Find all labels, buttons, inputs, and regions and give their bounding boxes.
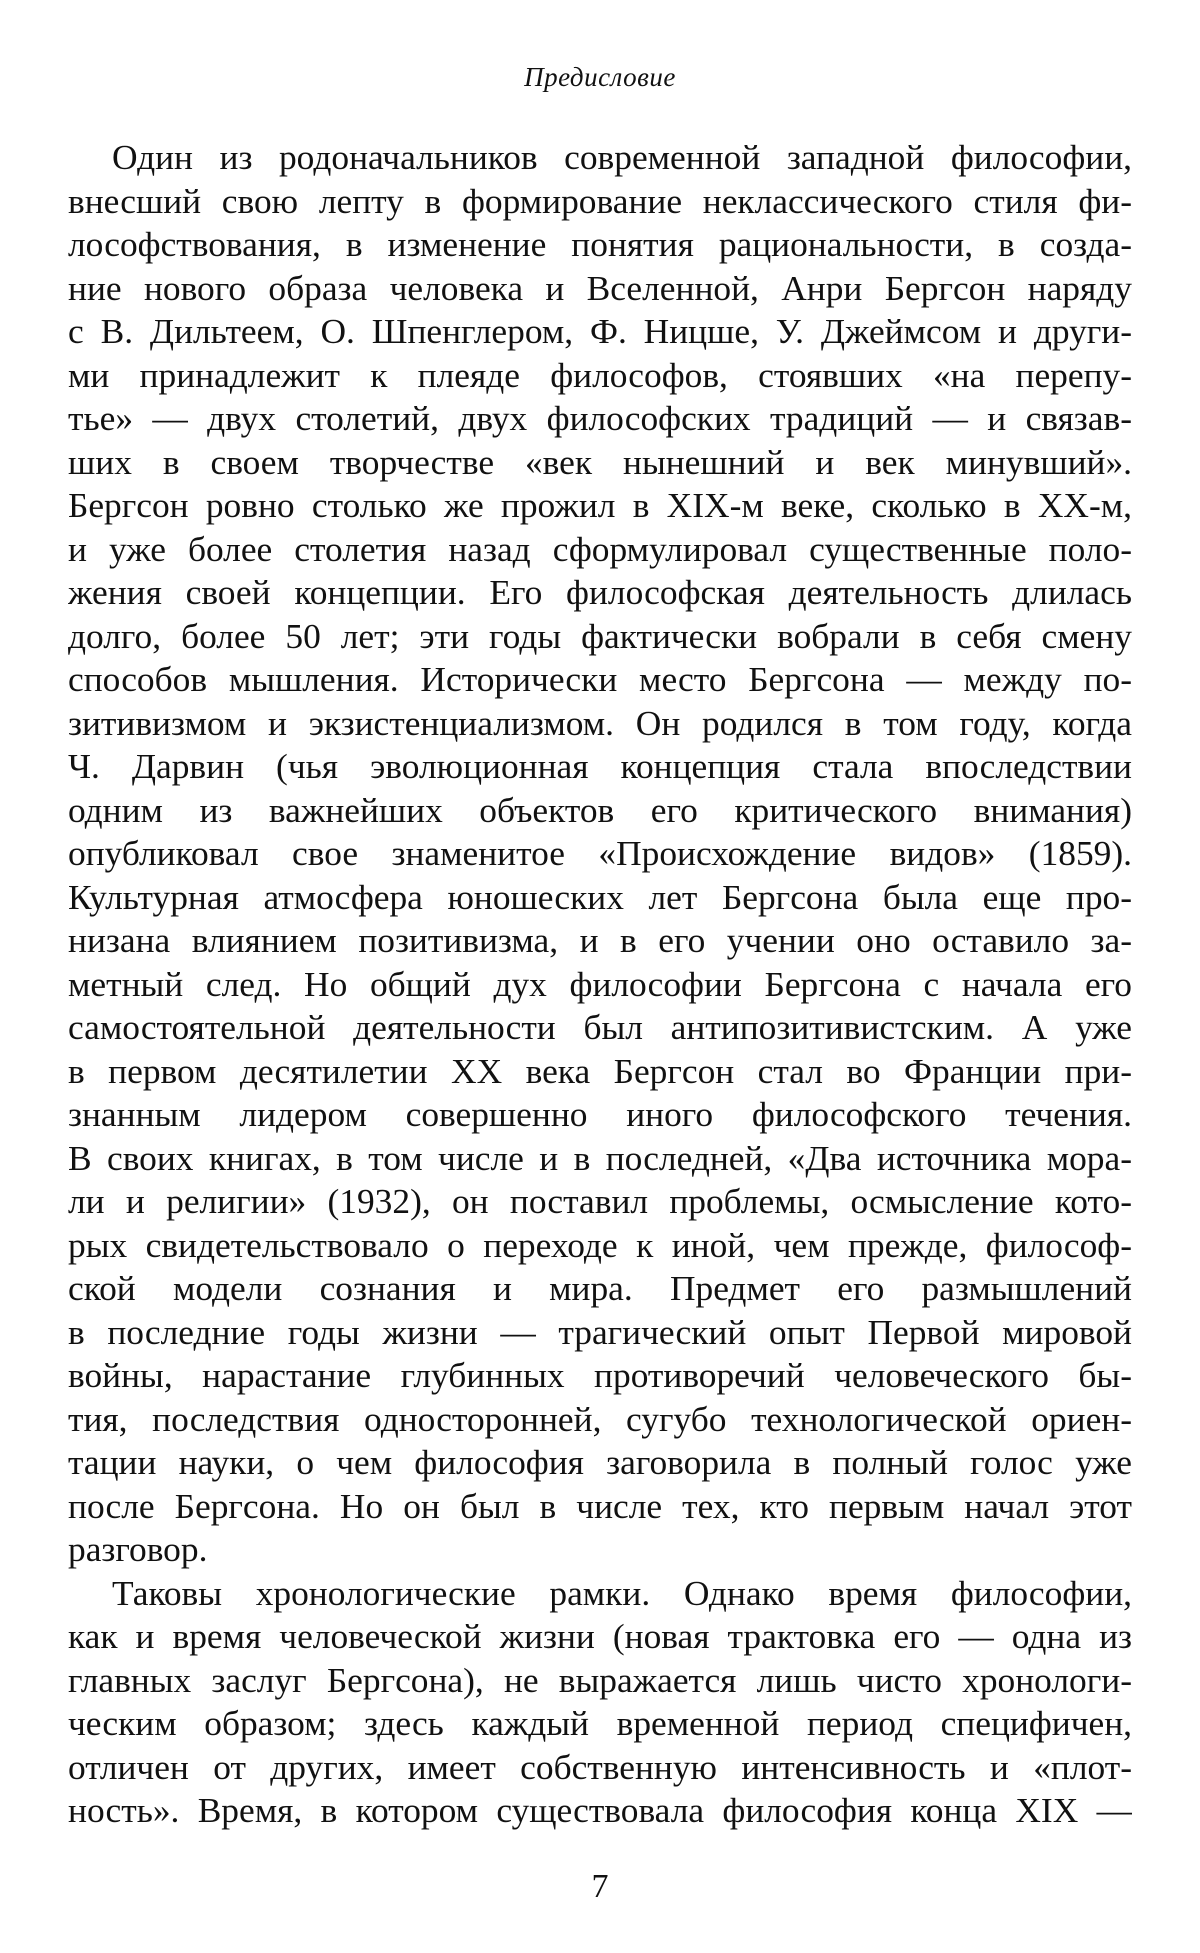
paragraph-1 — [68, 136, 1132, 1572]
text-line: ческим образом; здесь каждый временной период специфичен, — [68, 1703, 1132, 1743]
text-line: отличен от других, имеет собственную интенсивность и «плот- — [68, 1746, 1132, 1787]
text-line: одним из важнейших объектов его критического внимания) — [68, 789, 1132, 830]
text-line: самостоятельной деятельности был антипозитивистским. А уже — [68, 1007, 1132, 1047]
text-line: жения своей концепции. Его философская деятельность длилась — [68, 572, 1132, 612]
text-line: и уже более столетия назад сформулировал существенные поло- — [68, 528, 1132, 569]
text-line: долго, более 50 лет; эти годы фактически вобрали в себя смену — [68, 615, 1132, 656]
text-line: после Бергсона. Но он был в числе тех, кто первым начал этот — [68, 1485, 1132, 1526]
text-line: Бергсон ровно столько же прожил в XIX-м веке, сколько в XX-м, — [68, 485, 1132, 525]
text-line: внесший свою лепту в формирование неклассического стиля фи- — [68, 180, 1132, 221]
text-line: лософствования, в изменение понятия рациональности, в созда- — [68, 224, 1132, 264]
body-text — [68, 136, 1132, 1833]
text-line: разговор. — [68, 1529, 208, 1569]
text-line: знанным лидером совершенно иного философского течения. — [68, 1094, 1132, 1134]
text-line: Один из родоначальников современной западной философии, — [112, 137, 1132, 177]
text-line: рых свидетельствовало о переходе к иной, чем прежде, философ- — [68, 1224, 1132, 1265]
text-line: войны, нарастание глубинных противоречий человеческого бы- — [68, 1355, 1132, 1395]
text-line: главных заслуг Бергсона), не выражается лишь чисто хронологи- — [68, 1659, 1132, 1700]
running-head: Предисловие — [524, 62, 676, 92]
text-line: Ч. Дарвин (чья эволюционная концепция стала впоследствии — [68, 746, 1132, 786]
text-line: Таковы хронологические рамки. Однако время философии, — [112, 1572, 1132, 1613]
text-line: Культурная атмосфера юношеских лет Бергсона была еще про- — [68, 876, 1132, 917]
text-line: с В. Дильтеем, О. Шпенглером, Ф. Ницше, У. Джеймсом и други- — [68, 311, 1132, 351]
text-line: низана влиянием позитивизма, и в его учении оно оставило за- — [68, 920, 1132, 960]
text-line: тия, последствия односторонней, сугубо технологической ориен- — [68, 1398, 1132, 1439]
text-line: ли и религии» (1932), он поставил проблемы, осмысление кото- — [68, 1181, 1132, 1221]
text-line: ность». Время, в котором существовала философия конца XIX — — [68, 1790, 1132, 1830]
text-line: тации науки, о чем философия заговорила в полный голос уже — [68, 1442, 1132, 1482]
text-line: в первом десятилетии XX века Бергсон стал во Франции при- — [68, 1050, 1132, 1091]
text-line: как и время человеческой жизни (новая трактовка его — одна из — [68, 1616, 1132, 1656]
text-line: ние нового образа человека и Вселенной, Анри Бергсон наряду — [68, 267, 1132, 308]
text-line: В своих книгах, в том числе и в последней, «Два источника мора- — [68, 1137, 1132, 1178]
text-line: ших в своем творчестве «век нынешний и век минувший». — [68, 441, 1132, 482]
text-line: метный след. Но общий дух философии Бергсона с начала его — [68, 963, 1132, 1004]
text-line: тье» — двух столетий, двух философских традиций — и связав- — [68, 398, 1132, 438]
text-line: способов мышления. Исторически место Бергсона — между по- — [68, 659, 1132, 699]
paragraph-2 — [68, 1572, 1132, 1833]
page-number: 7 — [591, 1868, 609, 1905]
text-line: зитивизмом и экзистенциализмом. Он родился в том году, когда — [68, 702, 1132, 743]
text-line: ми принадлежит к плеяде философов, стоявших «на перепу- — [68, 354, 1132, 395]
text-line: ской модели сознания и мира. Предмет его размышлений — [68, 1268, 1132, 1308]
text-line: в последние годы жизни — трагический опыт Первой мировой — [68, 1311, 1132, 1352]
text-line: опубликовал свое знаменитое «Происхождение видов» (1859). — [68, 833, 1132, 873]
